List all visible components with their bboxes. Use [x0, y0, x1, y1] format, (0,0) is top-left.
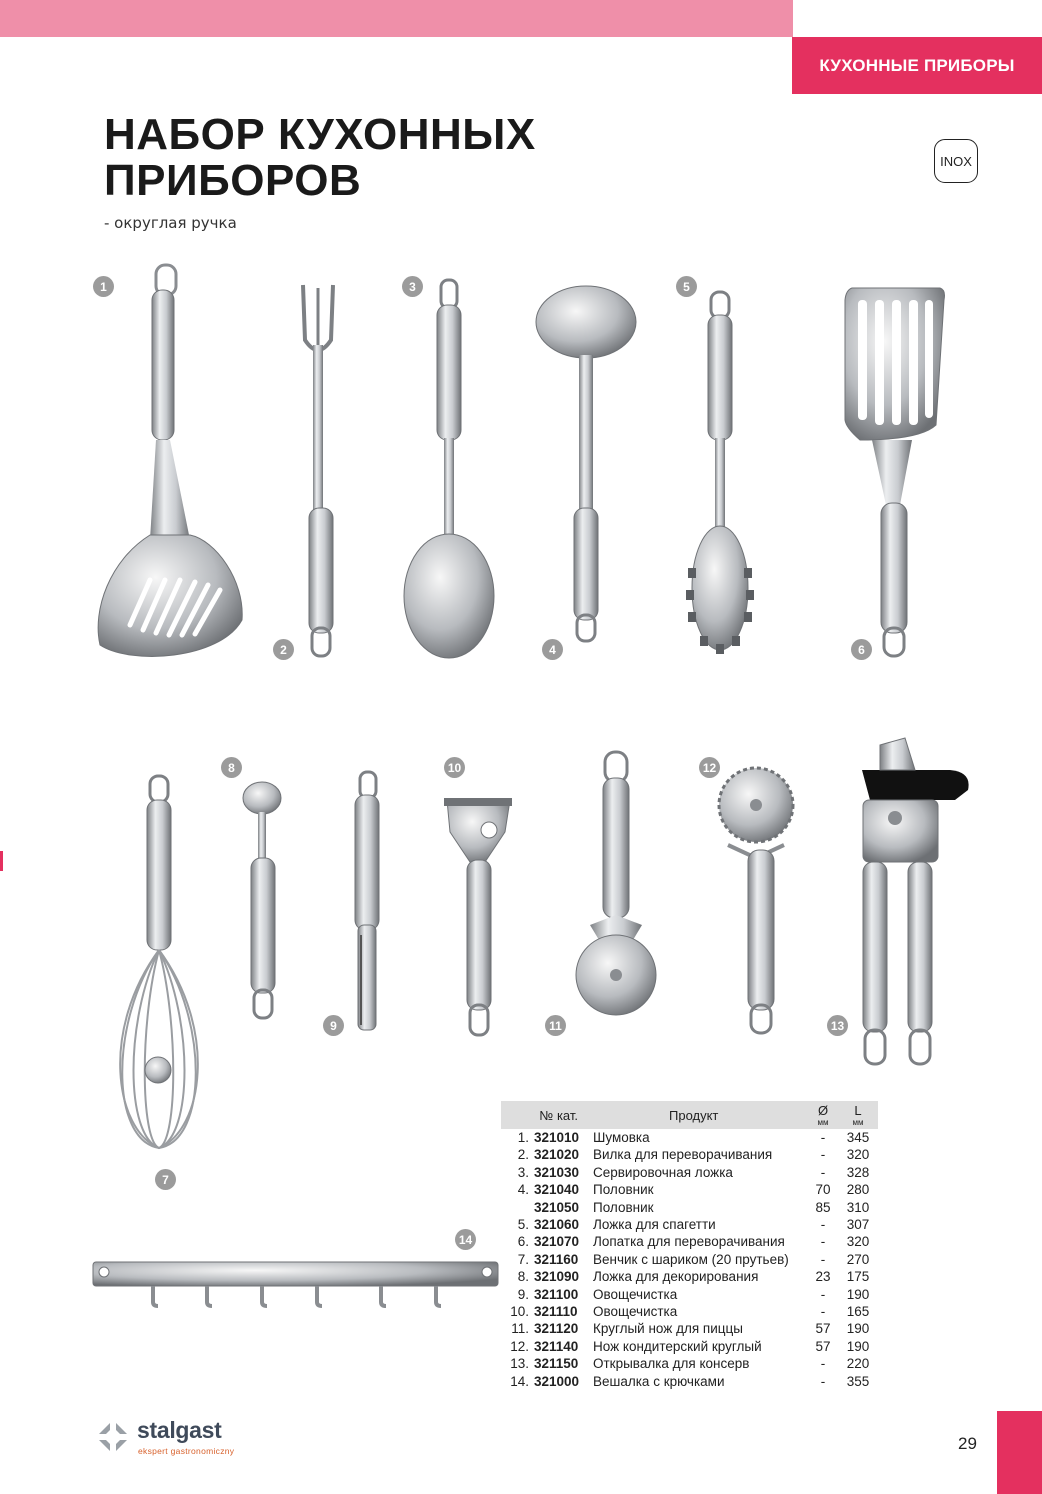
diameter-value: -: [820, 1164, 826, 1180]
diameter-value: -: [820, 1251, 826, 1267]
catalog-code: 321120: [534, 1321, 579, 1337]
table-row: [501, 1181, 878, 1198]
header-catalog-number: № кат.: [501, 1101, 592, 1129]
length-value: 190: [846, 1286, 870, 1302]
row-number: 2.: [517, 1147, 529, 1163]
hook-rack-image: [93, 1262, 498, 1306]
catalog-code: 321030: [534, 1164, 580, 1180]
product-name: Венчик с шариком (20 прутьев): [593, 1251, 789, 1267]
diameter-value: -: [820, 1130, 826, 1145]
item-badge-14: 14: [455, 1229, 476, 1250]
row-number: 8.: [517, 1269, 529, 1285]
subtitle-feature: - округлая ручка: [104, 214, 237, 232]
diameter-value: -: [820, 1217, 826, 1233]
diameter-value: 85: [815, 1199, 831, 1215]
table-body: [501, 1129, 878, 1390]
catalog-code: 321160: [534, 1251, 579, 1267]
product-name: Половник: [593, 1182, 654, 1198]
length-value: 190: [846, 1338, 870, 1354]
length-value: 310: [846, 1199, 870, 1215]
product-name: Шумовка: [593, 1130, 650, 1145]
peeler-image: [355, 772, 379, 1030]
row-number: 14.: [510, 1373, 529, 1389]
page-number: 29: [958, 1434, 977, 1453]
length-value: 355: [846, 1373, 870, 1389]
row-number: 9.: [517, 1286, 529, 1302]
item-badge-7: 7: [155, 1169, 176, 1190]
length-value: 270: [846, 1251, 870, 1267]
row-number: 10.: [510, 1304, 529, 1320]
stalgast-logo-icon: [95, 1419, 131, 1455]
diameter-value: -: [820, 1147, 826, 1163]
diameter-value: 57: [815, 1338, 831, 1354]
table-row: [501, 1251, 878, 1268]
catalog-code: 321010: [534, 1130, 580, 1145]
product-table: [501, 1101, 878, 1390]
diameter-value: -: [820, 1234, 826, 1250]
table-row: [501, 1286, 878, 1303]
row-number: 7.: [517, 1251, 529, 1267]
melon-baller-image: [243, 782, 281, 1018]
item-badge-13: 13: [827, 1015, 848, 1036]
item-badge-11: 11: [545, 1015, 566, 1036]
table-row: [501, 1164, 878, 1181]
row-number: 3.: [517, 1164, 529, 1180]
brand-name: stalgast: [137, 1417, 222, 1443]
table-row: [501, 1268, 878, 1285]
item-badge-12: 12: [699, 757, 720, 778]
table-row: [501, 1129, 878, 1146]
catalog-code: 321090: [534, 1269, 580, 1285]
catalog-code: 321140: [534, 1338, 579, 1354]
catalog-code: 321110: [534, 1304, 578, 1320]
table-row: [501, 1320, 878, 1337]
product-name: Вилка для переворачивания: [593, 1147, 773, 1163]
pizza-cutter-image: [576, 752, 656, 1015]
ladle-image: [536, 286, 636, 641]
product-name: Нож кондитерский круглый: [593, 1338, 762, 1354]
product-name: Ложка для декорирования: [593, 1269, 759, 1285]
page-tab: [997, 1411, 1042, 1494]
header-length-symbol: L: [854, 1102, 862, 1118]
brand-tagline: ekspert gastronomiczny: [138, 1446, 235, 1456]
table-header-row: [501, 1101, 878, 1129]
item-badge-2: 2: [273, 639, 294, 660]
spaghetti-spoon-image: [686, 292, 754, 654]
length-value: 175: [846, 1269, 870, 1285]
length-value: 165: [846, 1304, 870, 1320]
title-line-1: НАБОР КУХОННЫХ: [104, 110, 536, 159]
can-opener-image: [862, 738, 969, 1064]
fork-image: [303, 285, 333, 656]
product-name: Лопатка для переворачивания: [593, 1234, 785, 1250]
item-badge-3: 3: [402, 276, 423, 297]
slotted-turner-image: [845, 288, 945, 656]
length-value: 320: [846, 1147, 870, 1163]
inox-badge: INOX: [934, 139, 978, 183]
diameter-value: -: [820, 1373, 826, 1389]
diameter-value: 23: [815, 1269, 831, 1285]
table-row: [501, 1303, 878, 1320]
title-line-2: ПРИБОРОВ: [104, 156, 362, 205]
row-number: 1.: [517, 1130, 529, 1145]
row-number: 5.: [517, 1217, 529, 1233]
skimmer-image: [98, 265, 242, 656]
length-value: 280: [846, 1182, 870, 1198]
item-badge-1: 1: [93, 276, 114, 297]
product-name: Открывалка для консерв: [593, 1356, 750, 1372]
header-product: Продукт: [592, 1101, 808, 1129]
diameter-value: -: [820, 1356, 826, 1372]
length-value: 320: [846, 1234, 870, 1250]
table-row: [501, 1338, 878, 1355]
catalog-code: 321070: [534, 1234, 580, 1250]
product-name: Половник: [593, 1199, 654, 1215]
table-row: [501, 1199, 878, 1216]
table-row: [501, 1233, 878, 1250]
table-row: [501, 1216, 878, 1233]
product-name: Ложка для спагетти: [593, 1217, 716, 1233]
row-number: 6.: [517, 1234, 529, 1250]
row-number: 4.: [517, 1182, 529, 1198]
diameter-value: -: [820, 1286, 826, 1302]
header-diameter-symbol: Ø: [817, 1102, 829, 1118]
header-length: [838, 1101, 878, 1129]
product-name: Круглый нож для пиццы: [593, 1321, 743, 1337]
row-number: 11.: [511, 1321, 529, 1337]
table-row: [501, 1355, 878, 1372]
item-badge-6: 6: [851, 639, 872, 660]
catalog-code: 321060: [534, 1217, 580, 1233]
catalog-code: 321050: [534, 1199, 580, 1215]
catalog-code: 321000: [534, 1373, 580, 1389]
product-name: Сервировочная ложка: [593, 1164, 733, 1180]
length-value: 328: [846, 1164, 870, 1180]
catalog-code: 321150: [534, 1356, 579, 1372]
y-peeler-image: [444, 798, 512, 1035]
item-badge-5: 5: [676, 276, 697, 297]
diameter-value: 70: [815, 1182, 831, 1198]
row-number: 12.: [510, 1338, 529, 1354]
item-badge-8: 8: [221, 757, 242, 778]
length-value: 220: [846, 1356, 870, 1372]
table-row: [501, 1146, 878, 1163]
item-badge-10: 10: [444, 757, 465, 778]
diameter-value: 57: [815, 1321, 831, 1337]
whisk-image: [120, 776, 198, 1148]
length-value: 345: [846, 1130, 870, 1145]
product-name: Овощечистка: [593, 1286, 678, 1302]
table-row: [501, 1373, 878, 1390]
row-number: [501, 1199, 534, 1216]
length-value: 190: [846, 1321, 870, 1337]
catalog-code: 321100: [534, 1286, 579, 1302]
header-diameter: [808, 1101, 838, 1129]
product-name: Овощечистка: [593, 1304, 678, 1320]
header-length-unit: мм: [852, 1117, 864, 1127]
row-number: 13.: [510, 1356, 529, 1372]
item-badge-9: 9: [323, 1015, 344, 1036]
header-diameter-unit: мм: [817, 1117, 829, 1127]
catalog-code: 321040: [534, 1182, 580, 1198]
catalog-code: 321020: [534, 1147, 580, 1163]
pastry-wheel-image: [719, 768, 793, 1033]
length-value: 307: [846, 1217, 870, 1233]
item-badge-4: 4: [542, 639, 563, 660]
serving-spoon-image: [404, 280, 494, 658]
category-tab: КУХОННЫЕ ПРИБОРЫ: [792, 37, 1042, 94]
diameter-value: -: [820, 1304, 826, 1320]
product-name: Вешалка с крючками: [593, 1373, 725, 1389]
